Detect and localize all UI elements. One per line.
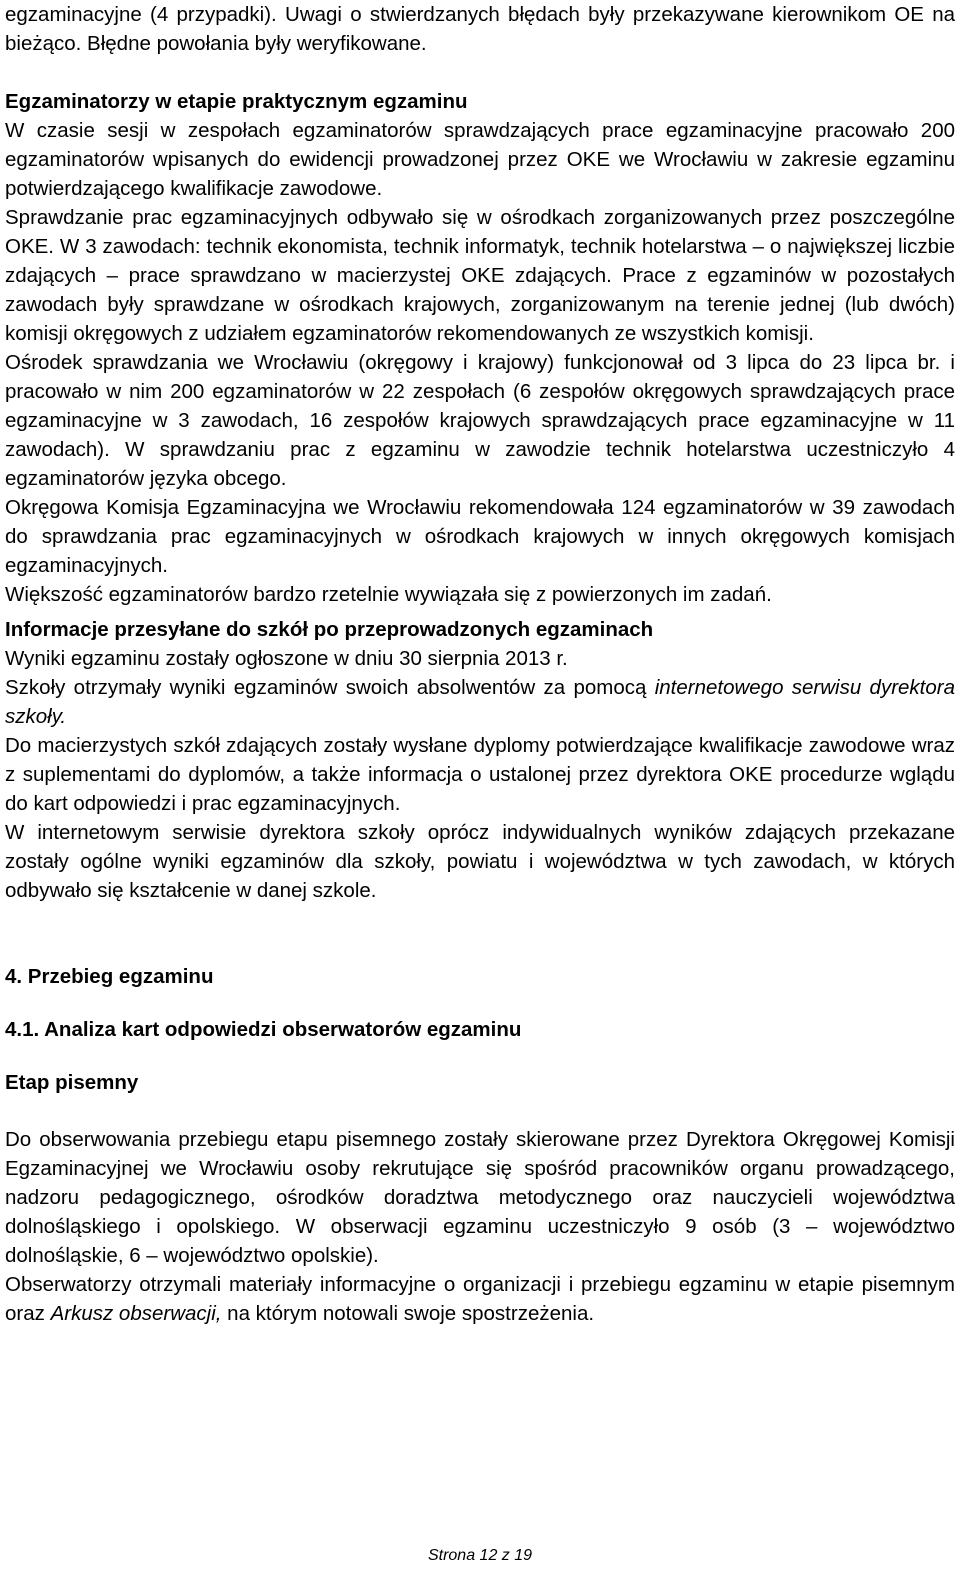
info-paragraph-3: Do macierzystych szkół zdających zostały wysłane dyplomy potwierdzające kwalifikacje zawodowe wraz z suplementami do dyplomów, a także informacja o ustalonej przez dyrektora OKE procedurze wglądu do kart odpowiedzi i prac egzaminacyjnych.: [5, 734, 955, 815]
examiners-paragraph-4: Okręgowa Komisja Egzaminacyjna we Wrocławiu rekomendowała 124 egzaminatorów w 39 zawodach do sprawdzania prac egzaminacyjnych w ośrodkach krajowych w innych okręgowych komisjach egzaminacyjnych.: [5, 496, 955, 577]
examiners-paragraph-5: Większość egzaminatorów bardzo rzetelnie wywiązała się z powierzonych im zadań.: [5, 583, 772, 606]
examiners-paragraph-3: Ośrodek sprawdzania we Wrocławiu (okręgowy i krajowy) funkcjonował od 3 lipca do 23 lipca br. i pracowało w nim 200 egzaminatorów w 22 zespołach (6 zespołów okręgowych sprawdzających prace egzaminacyjne w 3 zawodach, 16 zespołów krajowych sprawdzających prace egzaminacyjne w 11 zawodach). W sprawdzaniu prac z egzaminu w zawodzie technik hotelarstwa uczestniczyło 4 egzaminatorów języka obcego.: [5, 351, 955, 490]
page-number: Strona 12 z 19: [427, 1547, 533, 1564]
stage-paragraph-1: Do obserwowania przebiegu etapu pisemnego zostały skierowane przez Dyrektora Okręgowej Komisji Egzaminacyjnej we Wrocławiu osoby rekrutujące się spośród pracowników organu prowadzącego, nadzoru pedagogicznego, ośrodków doradztwa metodycznego oraz nauczycieli województwa dolnośląskiego i opolskiego. W obserwacji egzaminu uczestniczyło 9 osób (3 – województwo dolnośląskie, 6 – województwo opolskie).: [5, 1128, 955, 1267]
info-paragraph-1: Wyniki egzaminu zostały ogłoszone w dniu 30 sierpnia 2013 r.: [5, 647, 568, 670]
examiners-heading: Egzaminatorzy w etapie praktycznym egzaminu: [5, 90, 468, 113]
section-4-heading: 4. Przebieg egzaminu: [5, 965, 214, 988]
info-paragraph-2: [5, 673, 955, 731]
stage-paragraph-2-text-c: na którym notowali swoje spostrzeżenia.: [221, 1302, 595, 1325]
stage-paragraph-2: [5, 1270, 955, 1328]
section-4-1-heading: 4.1. Analiza kart odpowiedzi obserwatorów egzaminu: [5, 1018, 522, 1041]
info-paragraph-4: W internetowym serwisie dyrektora szkoły oprócz indywidualnych wyników zdających przekazane zostały ogólne wyniki egzaminów dla szkoły, powiatu i województwa w tych zawodach, w których odbywało się kształcenie w danej szkole.: [5, 821, 955, 902]
observation-sheet-text: Arkusz obserwacji,: [50, 1302, 222, 1325]
intro-paragraph: egzaminacyjne (4 przypadki). Uwagi o stwierdzanych błędach były przekazywane kierownikom OE na bieżąco. Błędne powołania były weryfikowane.: [5, 3, 955, 55]
stage-heading: Etap pisemny: [5, 1071, 139, 1094]
info-paragraph-2-text: Szkoły otrzymały wyniki egzaminów swoich absolwentów za pomocą: [5, 676, 655, 699]
document-page: [5, 0, 955, 1328]
director-service-text: internetowego serwisu dyrektora szkoły.: [5, 676, 955, 728]
examiners-paragraph-1: W czasie sesji w zespołach egzaminatorów sprawdzających prace egzaminacyjne pracowało 200 egzaminatorów wpisanych do ewidencji prowadzonej przez OKE we Wrocławiu w zakresie egzaminu potwierdzającego kwalifikacje zawodowe.: [5, 119, 955, 200]
stage-paragraph-2-text-a: Obserwatorzy otrzymali materiały informacyjne o organizacji i przebiegu egzaminu w etapie pisemnym oraz: [5, 1273, 955, 1325]
info-heading: Informacje przesyłane do szkół po przeprowadzonych egzaminach: [5, 618, 654, 641]
examiners-paragraph-2: Sprawdzanie prac egzaminacyjnych odbywało się w ośrodkach zorganizowanych przez poszczególne OKE. W 3 zawodach: technik ekonomista, technik informatyk, technik hotelarstwa – o największej liczbie zdających – prace sprawdzano w macierzystej OKE zdających. Prace z egzaminów w pozostałych zawodach były sprawdzane w ośrodkach krajowych, zorganizowanym na terenie jednej (lub dwóch) komisji okręgowych z udziałem egzaminatorów rekomendowanych ze wszystkich komisji.: [5, 206, 955, 345]
